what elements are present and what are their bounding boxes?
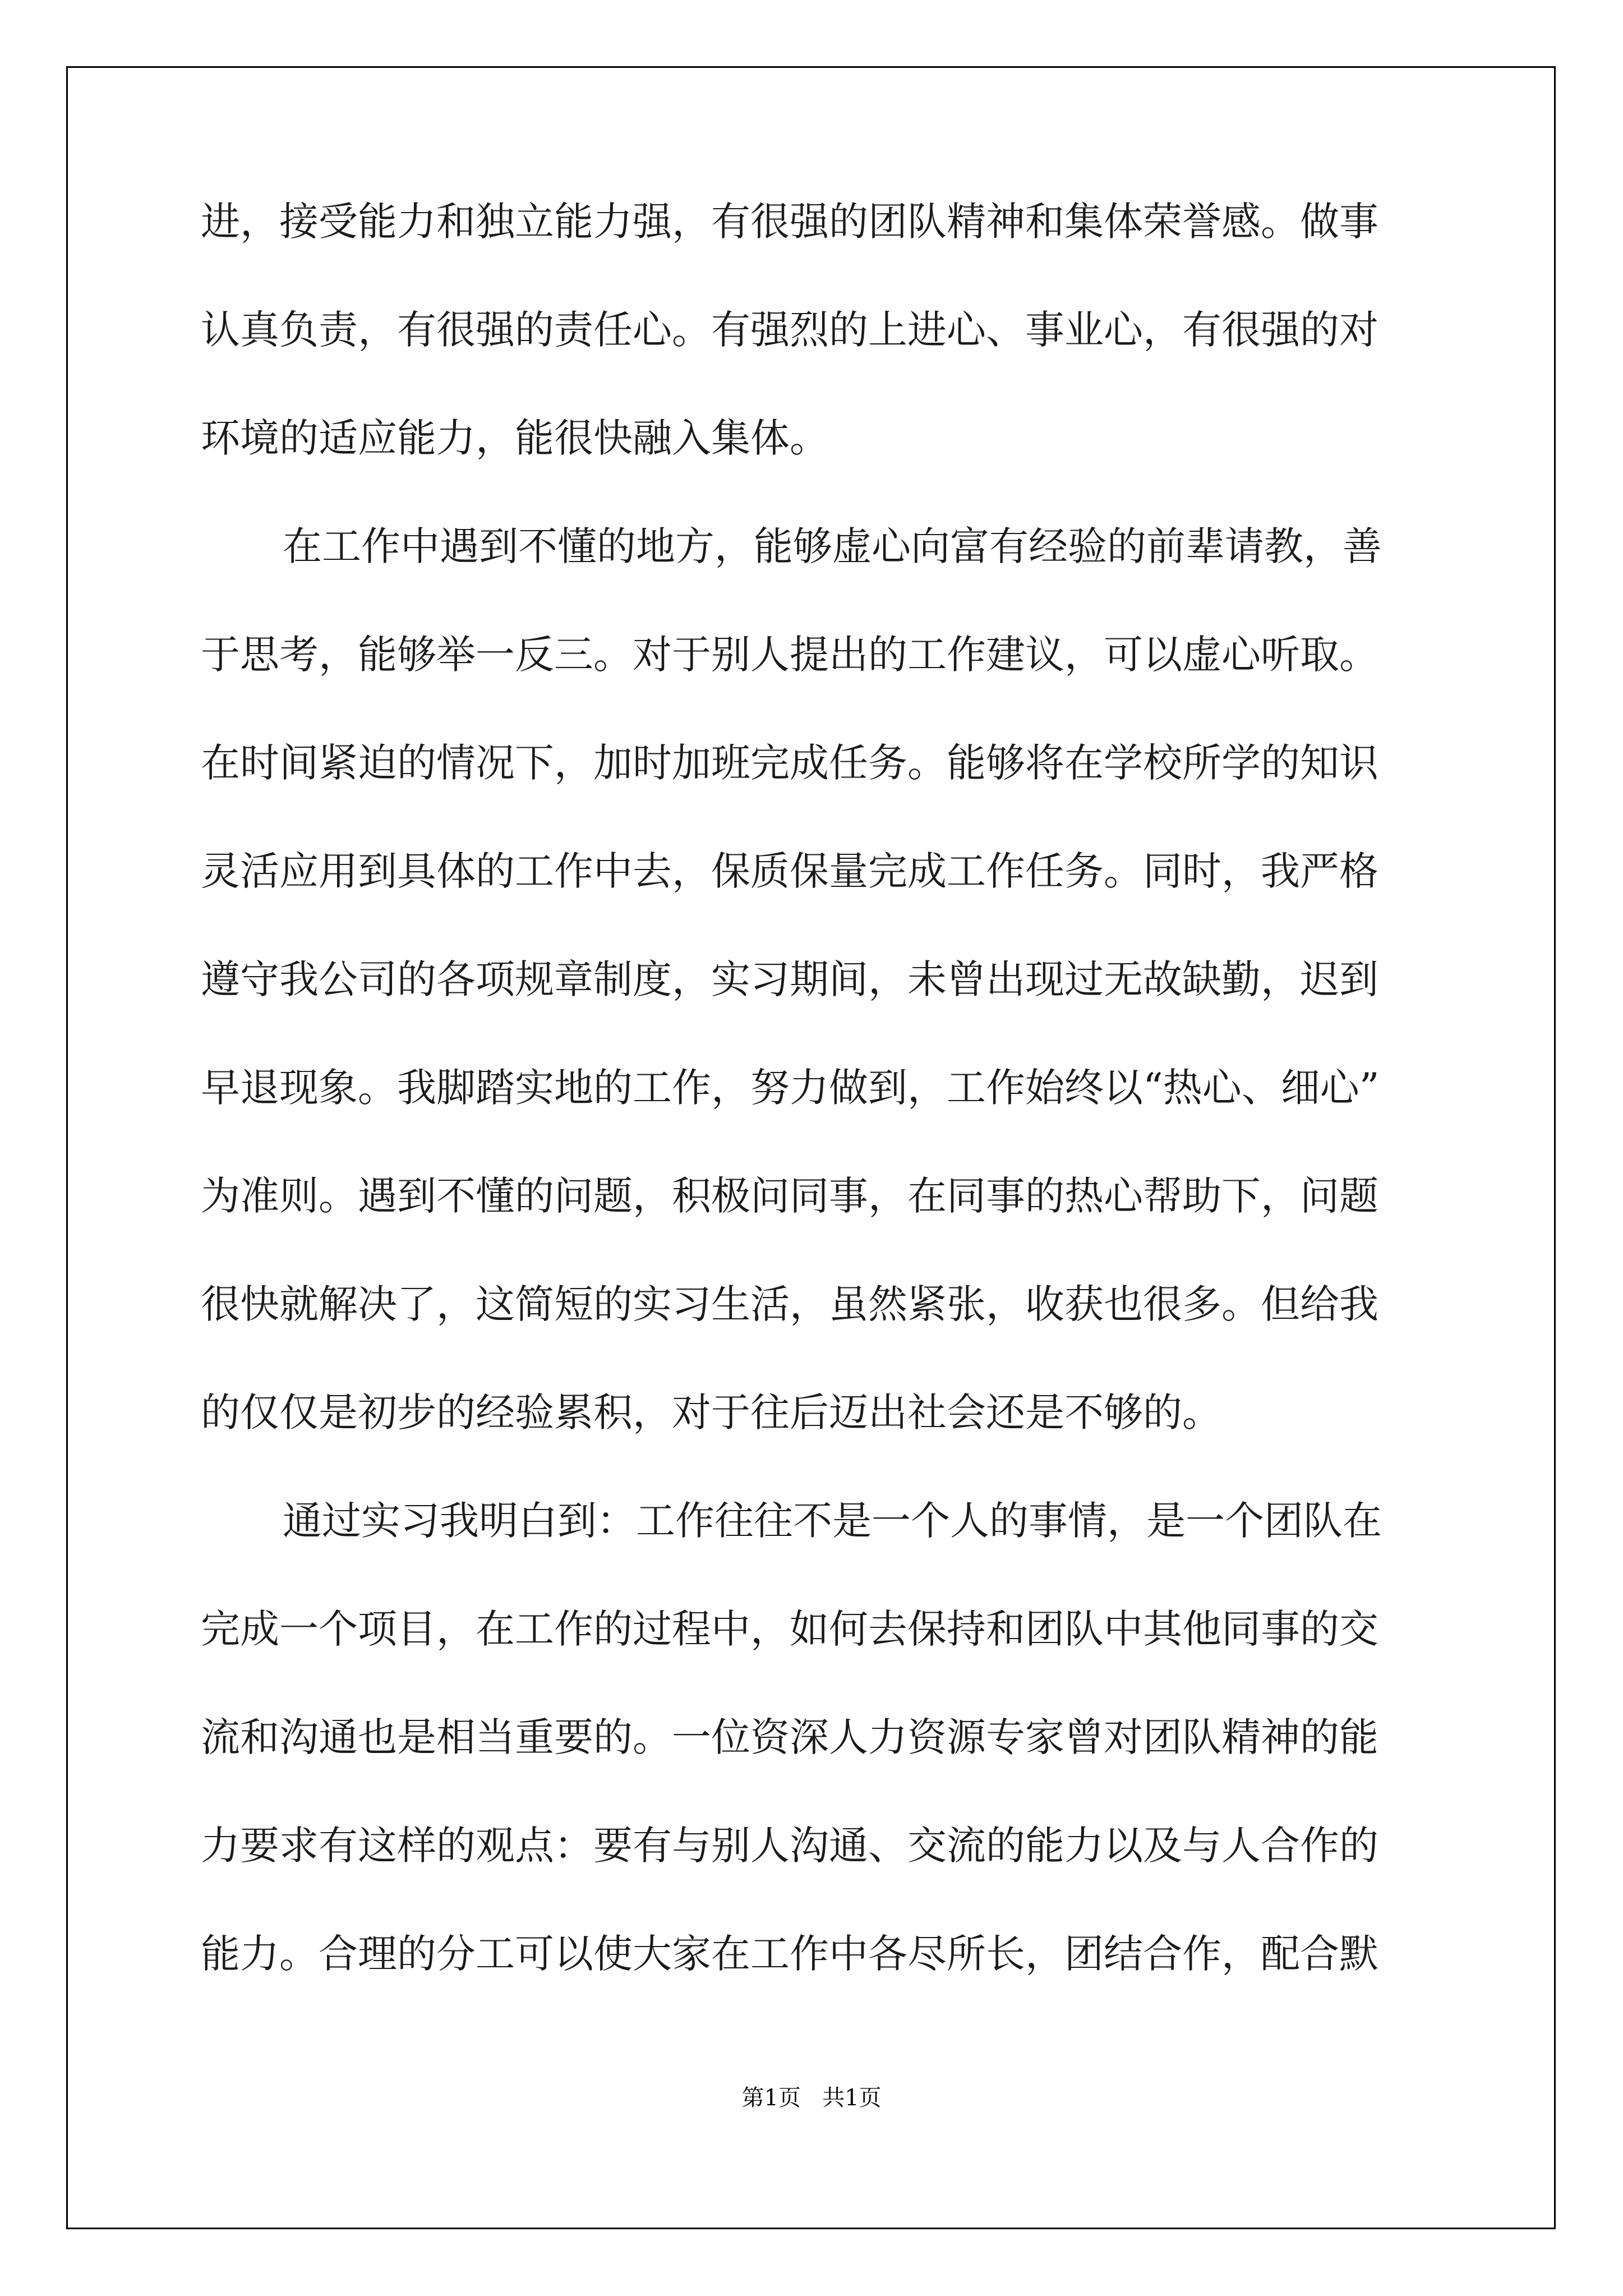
text-line: 完成一个项目，在工作的过程中，如何去保持和团队中其他同事的交 [201,1606,1378,1652]
document-body [201,199,1440,2042]
page-footer [0,2084,1623,2112]
total-pages: 共1页 [822,2085,882,2111]
text-line: 力要求有这样的观点：要有与别人沟通、交流的能力以及与人合作的 [201,1823,1378,1869]
text-line: 通过实习我明白到：工作往往不是一个人的事情，是一个团队在 [283,1498,1382,1544]
text-line: 灵活应用到具体的工作中去，保质保量完成工作任务。同时，我严格 [201,848,1378,894]
text-line: 早退现象。我脚踏实地的工作，努力做到，工作始终以“热心、细心” [201,1065,1380,1111]
text-line: 的仅仅是初步的经验累积，对于往后迈出社会还是不够的。 [201,1389,1221,1435]
text-line: 进，接受能力和独立能力强，有很强的团队精神和集体荣誉感。做事 [201,199,1378,245]
text-line: 能力。合理的分工可以使大家在工作中各尽所长，团结合作，配合默 [201,1931,1378,1977]
text-line: 于思考，能够举一反三。对于别人提出的工作建议，可以虚心听取。 [201,632,1378,678]
text-line: 在工作中遇到不懂的地方，能够虚心向富有经验的前辈请教，善 [283,523,1382,569]
text-line: 为准则。遇到不懂的问题，积极问同事，在同事的热心帮助下，问题 [201,1173,1378,1219]
page-number: 第1页 [741,2085,801,2111]
text-line: 环境的适应能力，能很快融入集体。 [201,415,829,461]
text-line: 认真负责，有很强的责任心。有强烈的上进心、事业心，有很强的对 [201,307,1378,353]
text-line: 很快就解决了，这简短的实习生活，虽然紧张，收获也很多。但给我 [201,1281,1378,1327]
footer-gap [801,2085,822,2111]
text-line: 遵守我公司的各项规章制度，实习期间，未曾出现过无故缺勤，迟到 [201,956,1378,1002]
text-line: 流和沟通也是相当重要的。一位资深人力资源专家曾对团队精神的能 [201,1714,1378,1760]
text-line: 在时间紧迫的情况下，加时加班完成任务。能够将在学校所学的知识 [201,740,1378,786]
